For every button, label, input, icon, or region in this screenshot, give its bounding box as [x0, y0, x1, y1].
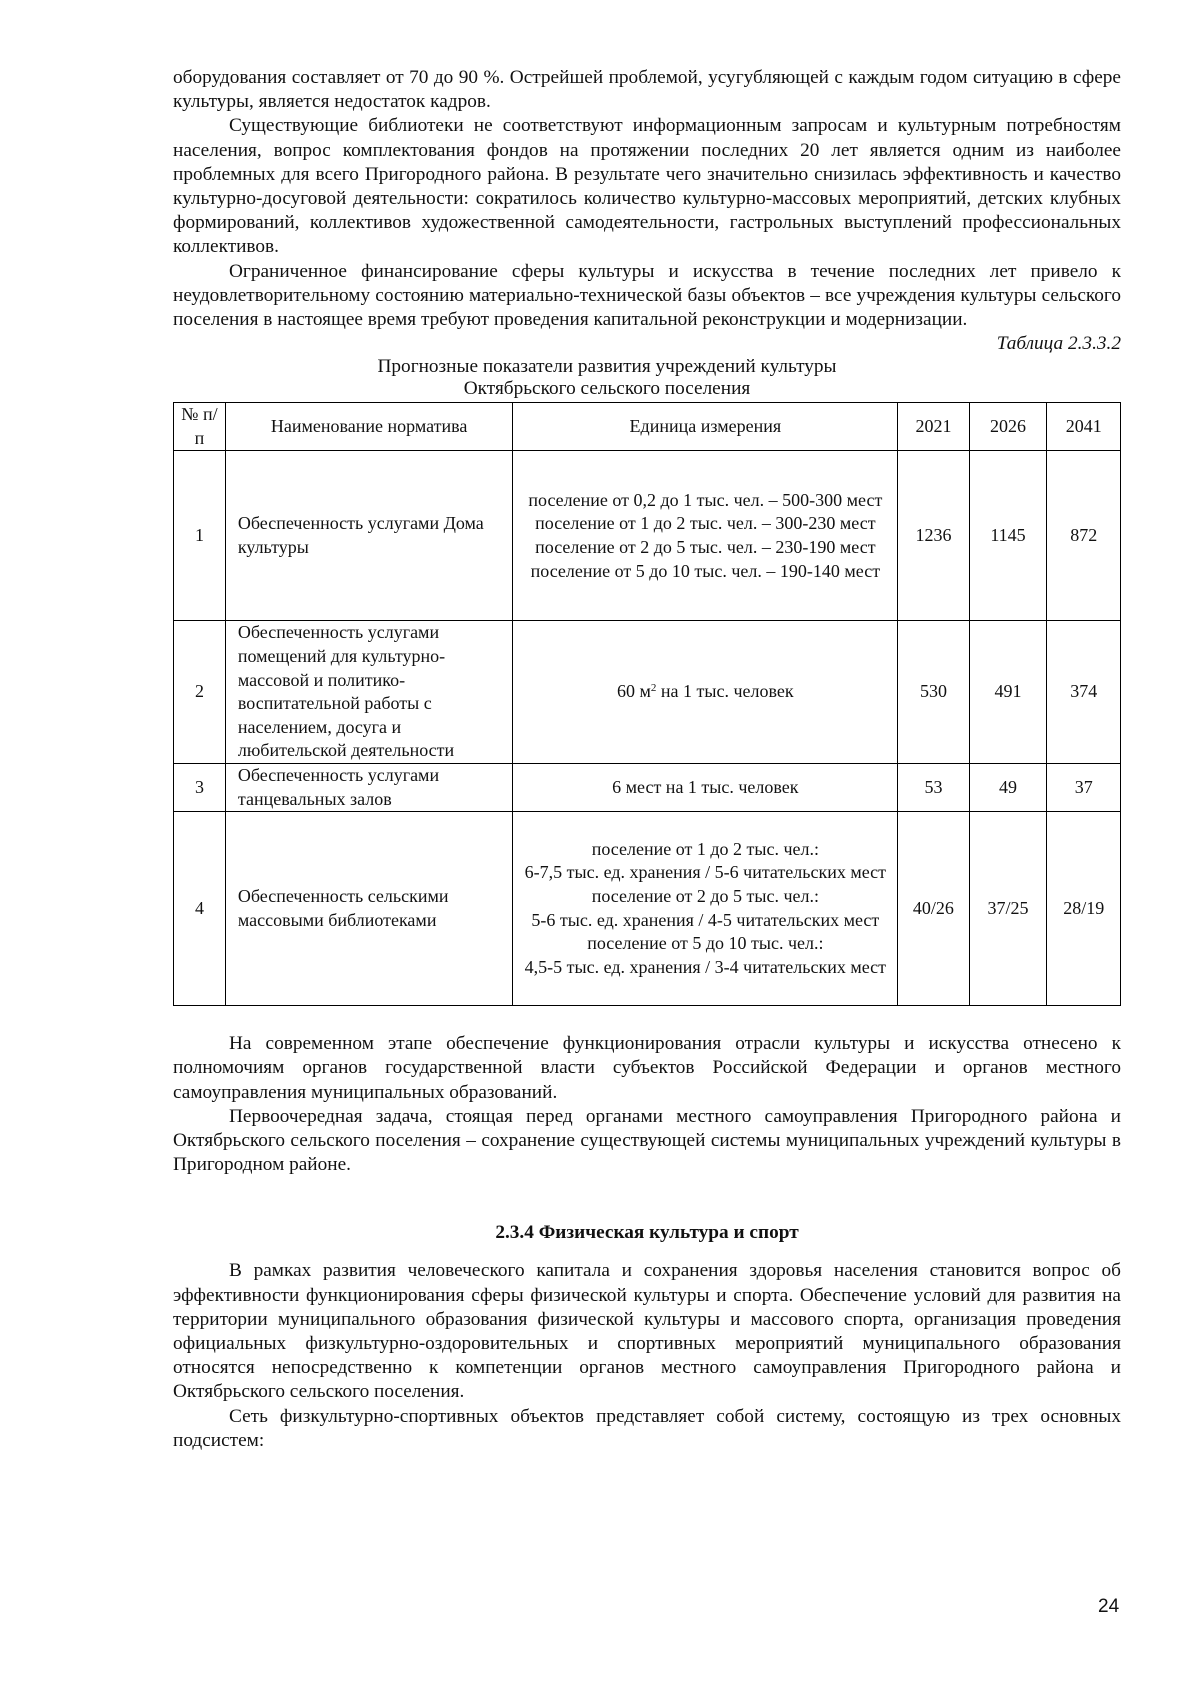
unit-line: поселение от 5 до 10 тыс. чел.: [587, 933, 824, 954]
table-row [174, 451, 1121, 621]
page-number: 24 [1098, 1596, 1120, 1617]
unit-line: 6-7,5 тыс. ед. хранения / 5-6 читательских мест [524, 862, 887, 883]
header-num: № п/п [174, 403, 226, 451]
cell-2021: 40/26 [898, 812, 969, 1006]
unit-superscript: 2 [650, 682, 657, 695]
unit-line: поселение от 5 до 10 тыс. чел. – 190-140 мест [530, 560, 881, 581]
header-unit: Единица измерения [513, 403, 898, 451]
cell-2026: 49 [969, 763, 1047, 811]
cell-name: Обеспеченность услугами Дома культуры [225, 451, 513, 621]
cell-num: 4 [174, 812, 226, 1006]
header-name: Наименование норматива [225, 403, 513, 451]
cell-2021: 530 [898, 621, 969, 764]
table-title-line-2: Октябрьского сельского поселения [463, 378, 751, 400]
cell-name: Обеспеченность сельскими массовыми библиотеками [225, 812, 513, 1006]
cell-unit [513, 451, 898, 621]
paragraph: На современном этапе обеспечение функционирования отрасли культуры и искусства отнесено к полномочиям органов государственной власти субъектов Российской Федерации и органов местного самоуправления муниципальных образований. [173, 1033, 1121, 1103]
paragraph: Существующие библиотеки не соответствуют информационным запросам и культурным потребностям населения, вопрос комплектования фондов на протяжении последних 20 лет является одним из наиболее проблемных для всего Пригородного района. В результате чего значительно снизилась эффективность и качество культурно-досуговой деятельности: сократилось количество культурно-массовых мероприятий, детских клубных формирований, коллективов художественной самодеятельности, гастрольных выступлений профессиональных коллективов. [173, 115, 1121, 258]
table-row [174, 621, 1121, 764]
unit-line: поселение от 1 до 2 тыс. чел. – 300-230 мест [535, 513, 876, 534]
section-heading: 2.3.4 Физическая культура и спорт [495, 1222, 799, 1244]
cell-2041: 37 [1047, 763, 1121, 811]
cell-2021: 1236 [898, 451, 969, 621]
unit-line: поселение от 2 до 5 тыс. чел.: [591, 886, 819, 907]
table-label: Таблица 2.3.3.2 [996, 333, 1121, 355]
paragraph: Сеть физкультурно-спортивных объектов представляет собой систему, состоящую из трех основных подсистем: [173, 1405, 1121, 1451]
cell-num: 3 [174, 763, 226, 811]
cell-2041: 374 [1047, 621, 1121, 764]
paragraph: оборудования составляет от 70 до 90 %. Острейшей проблемой, усугубляющей с каждым годом ситуацию в сфере культуры, является недостаток кадров. [173, 67, 1121, 113]
cell-2026: 1145 [969, 451, 1047, 621]
paragraph: Ограниченное финансирование сферы культуры и искусства в течение последних лет привело к неудовлетворительному состоянию материально-технической базы объектов – все учреждения культуры сельского поселения в настоящее время требуют проведения капитальной реконструкции и модернизации. [173, 260, 1121, 331]
cell-unit [513, 621, 898, 764]
cell-unit [513, 812, 898, 1006]
cell-2041: 28/19 [1047, 812, 1121, 1006]
cell-2021: 53 [898, 763, 969, 811]
document-page [173, 66, 1121, 1453]
cell-2041: 872 [1047, 451, 1121, 621]
cell-unit: 6 мест на 1 тыс. человек [513, 763, 898, 811]
cell-2026: 37/25 [969, 812, 1047, 1006]
paragraph: В рамках развития человеческого капитала и сохранения здоровья населения становится вопрос об эффективности функционирования сферы физической культуры и спорта. Обеспечение условий для развития на территории муниципального образования физической культуры и массового спорта, организация проведения официальных физкультурно-оздоровительных и спортивных мероприятий муниципального образования относятся непосредственно к компетенции органов местного самоуправления Пригородного района и Октябрьского сельского поселения. [173, 1260, 1121, 1403]
paragraph: Первоочередная задача, стоящая перед органами местного самоуправления Пригородного района и Октябрьского сельского поселения – сохранение существующей системы муниципальных учреждений культуры в Пригородном районе. [173, 1105, 1121, 1176]
table-row [174, 812, 1121, 1006]
table-header-row [174, 403, 1121, 451]
cell-name: Обеспеченность услугами танцевальных залов [225, 763, 513, 811]
unit-line: поселение от 2 до 5 тыс. чел. – 230-190 мест [535, 536, 876, 557]
unit-line: 4,5-5 тыс. ед. хранения / 3-4 читательских мест [524, 956, 887, 977]
table-title-line-1: Прогнозные показатели развития учреждений культуры [377, 356, 837, 378]
unit-text: 60 м [617, 681, 651, 702]
unit-line: поселение от 1 до 2 тыс. чел.: [591, 838, 819, 859]
cell-num: 1 [174, 451, 226, 621]
header-2041: 2041 [1047, 403, 1121, 451]
unit-line: 5-6 тыс. ед. хранения / 4-5 читательских мест [531, 909, 880, 930]
unit-line: поселение от 0,2 до 1 тыс. чел. – 500-300 мест [528, 489, 883, 510]
cell-name: Обеспеченность услугами помещений для культурно-массовой и политико-воспитательной работы с населением, досуга и любительской деятельности [225, 621, 513, 764]
table-row [174, 763, 1121, 811]
header-2021: 2021 [898, 403, 969, 451]
indicators-table [173, 402, 1121, 1006]
cell-num: 2 [174, 621, 226, 764]
cell-2026: 491 [969, 621, 1047, 764]
unit-text: на 1 тыс. человек [656, 681, 794, 702]
header-2026: 2026 [969, 403, 1047, 451]
